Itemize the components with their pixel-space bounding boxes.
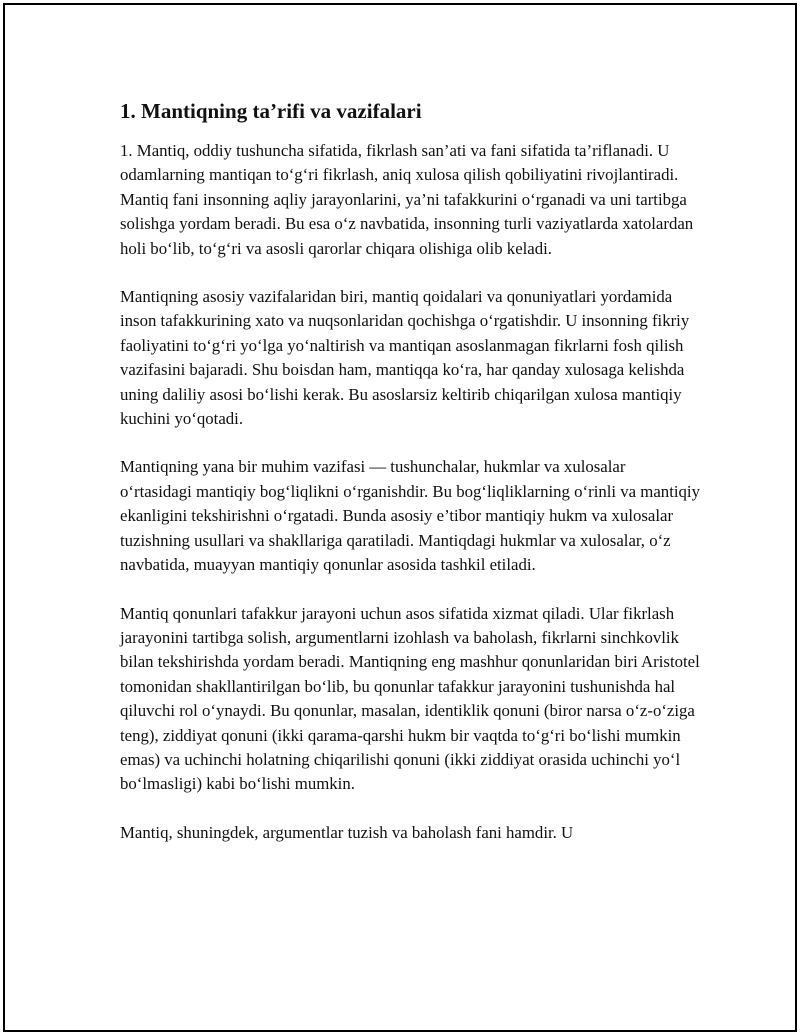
paragraph-3: Mantiqning yana bir muhim vazifasi — tushunchalar, hukmlar va xulosalar o‘rtasidagi mantiqiy bog‘liqlikni o‘rganishdir. Bu bog‘liqliklarning o‘rinli va mantiqiy ekanligini tekshirishni o‘rgatadi. Bunda asosiy e’tibor mantiqiy hukm va xulosalar tuzishning usullari va shakllariga qaratiladi. Mantiqdagi hukmlar va xulosalar, o‘z navbatida, muayyan mantiqiy qonunlar asosida tashkil etiladi. [120, 457, 700, 575]
document-body [120, 97, 700, 869]
paragraph-2: Mantiqning asosiy vazifalaridan biri, mantiq qoidalari va qonuniyatlari yordamida inson tafakkurining xato va nuqsonlaridan qochishga o‘rgatishdir. U insonning fikriy faoliyatini to‘g‘ri yo‘lga yo‘naltirish va mantiqan asoslanmagan fikrlarni fosh qilish vazifasini bajaradi. Shu boisdan ham, mantiqqa ko‘ra, har qanday xulosaga kelishda uning daliliy asosi bo‘lishi kerak. Bu asoslarsiz keltirib chiqarilgan xulosa mantiqiy kuchini yo‘qotadi. [120, 287, 690, 429]
section-heading: 1. Mantiqning ta’rifi va vazifalari [120, 99, 422, 123]
page-frame [3, 3, 797, 1032]
paragraph-1: 1. Mantiq, oddiy tushuncha sifatida, fikrlash san’ati va fani sifatida ta’riflanadi. U odamlarning mantiqan to‘g‘ri fikrlash, aniq xulosa qilish qobiliyatini rivojlantiradi. Mantiq fani insonning aqliy jarayonlarini, ya’ni tafakkurini o‘rganadi va uni tartibga solishga yordam beradi. Bu esa o‘z navbatida, insonning turli vaziyatlarda xatolardan holi bo‘lib, to‘g‘ri va asosli qarorlar chiqara olishiga olib keladi. [120, 141, 694, 258]
paragraph-5: Mantiq, shuningdek, argumentlar tuzish va baholash fani hamdir. U [120, 822, 574, 842]
paragraph-4: Mantiq qonunlari tafakkur jarayoni uchun asos sifatida xizmat qiladi. Ular fikrlash jarayonini tartibga solish, argumentlarni izohlash va baholash, fikrlarni sinchkovlik bilan tekshirishda yordam beradi. Mantiqning eng mashhur qonunlaridan biri Aristotel tomonidan shakllantirilgan bo‘lib, bu qonunlar tafakkur jarayonini tushunishda hal qiluvchi rol o‘ynaydi. Bu qonunlar, masalan, identiklik qonuni (biror narsa o‘z-o‘ziga teng), ziddiyat qonuni (ikki qarama-qarshi hukm bir vaqtda to‘g‘ri bo‘lishi mumkin emas) va uchinchi holatning chiqarilishi qonuni (ikki ziddiyat orasida uchinchi yo‘l bo‘lmasligi) kabi bo‘lishi mumkin. [120, 603, 700, 794]
